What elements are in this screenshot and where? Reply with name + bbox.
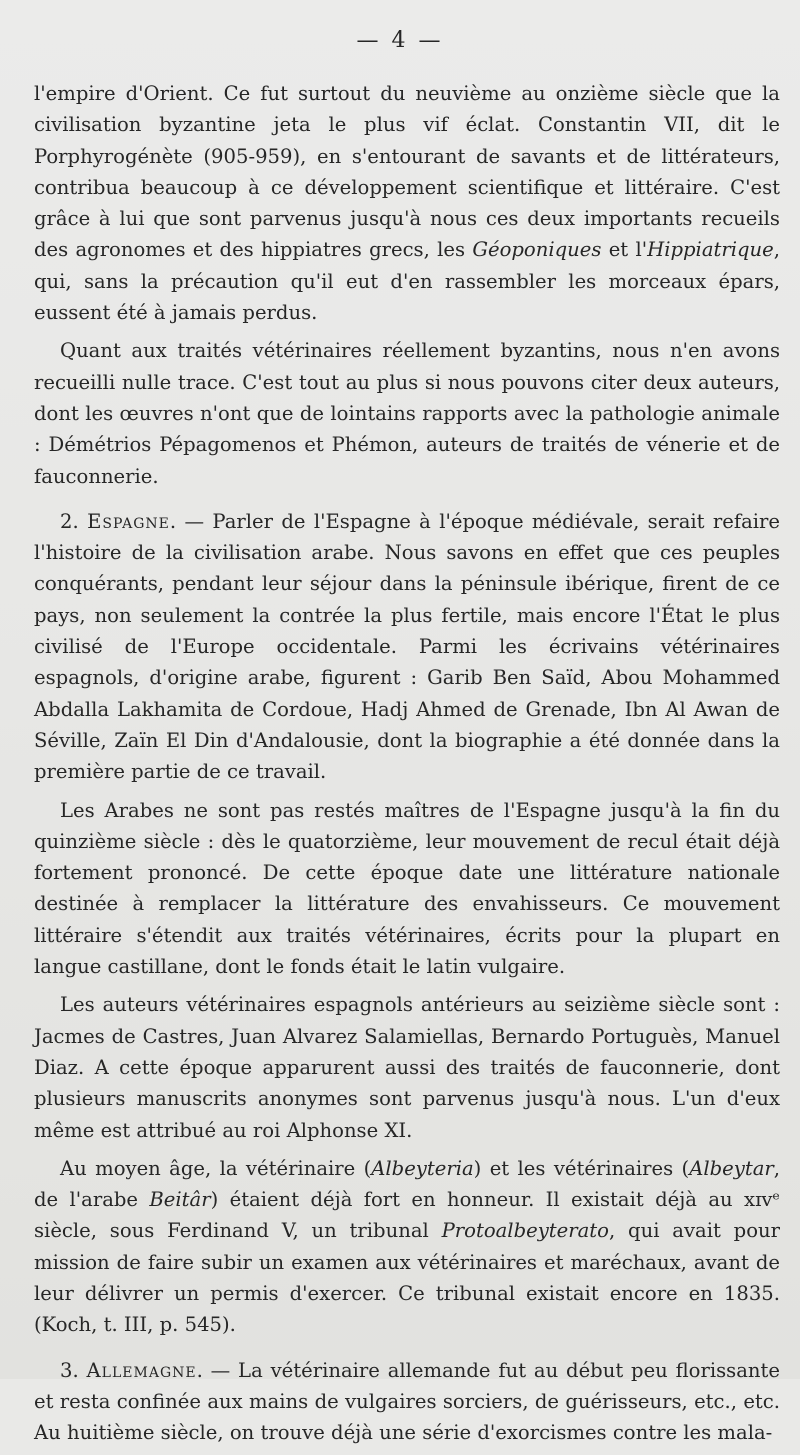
italic-term-protoalbeyterato: Protoalbeyterato [441,1219,609,1243]
section-heading-allemagne: Allemagne [86,1358,197,1382]
italic-term-hippiatrique: Hippiatrique [647,238,774,262]
italic-term-albeyteria: Albeyteria [371,1156,474,1180]
section-number: 2. [60,509,88,533]
text-span: Les Arabes ne sont pas restés maîtres de l'Espagne jusqu'à la fin du quinzième siècle : dès le quatorzième, leur mouvement de recul était déjà fortement prononcé. De cette époque date une littérature nationale destinée à remplacer la littérature des envahisseurs. Ce mouvement littéraire s'étendit aux traités vétérinaires, écrits pour la plupart en langue castillane, dont le fonds était le latin vulgaire. [34,798,780,979]
paragraph-albeyteria [34,1153,780,1341]
text-span: Au moyen âge, la vétérinaire ( [60,1156,372,1180]
text-span: l'empire d'Orient. Ce fut surtout du neuvième au onzième siècle que la civilisation byzantine jeta le plus vif éclat. Constantin VII, dit le Porphyrogénète (905-959), en s'entourant de savants et de littérateurs, contribua beaucoup à ce développement scientifique et littéraire. C'est grâce à lui que sont parvenus jusqu'à nous ces deux importants recueils des agronomes et des hippiatres grecs, les [34,82,780,262]
italic-term-albeytar: Albeytar [689,1156,774,1180]
paragraph-arab-retreat [34,795,780,983]
text-span: . — Parler de l'Espagne à l'époque médiévale, serait refaire l'histoire de la civilisation arabe. Nous savons en effet que ces peuples conquérants, pendant leur séjour dans la péninsule ibérique, firent de ce pays, non seulement la contrée la plus fertile, mais encore l'État le plus civilisé de l'Europe occidentale. Parmi les écrivains vétérinaires espagnols, d'origine arabe, figurent : Garib Ben Saïd, Abou Mohammed Abdalla Lakhamita de Cordoue, Hadj Ahmed de Grenade, Ibn Al Awan de Séville, Zaïn El Din d'Andalousie, dont la biographie a été donnée dans la première partie de ce travail. [34,509,780,784]
section-heading-espagne: Espagne [87,509,170,533]
text-span: ) étaient déjà fort en honneur. Il existait déjà au xɪᴠᵉ siècle, sous Ferdinand V, un tribunal [34,1188,780,1243]
paragraph-spanish-authors [34,989,780,1145]
text-span: Les auteurs vétérinaires espagnols antérieurs au seizième siècle sont : Jacmes de Castres, Juan Alvarez Salamiellas, Bernardo Portuguès, Manuel Diaz. A cette époque apparurent aussi des traités de fauconnerie, dont plusieurs manuscrits anonymes sont parvenus jusqu'à nous. L'un d'eux même est attribué au roi Alphonse XI. [34,993,780,1142]
italic-term-geoponiques: Géoponiques [472,238,602,262]
text-span: ) et les vétérinaires ( [473,1156,690,1180]
text-span: . — La vétérinaire allemande fut au début peu florissante et resta confinée aux mains de vulgaires sorciers, de guérisseurs, etc., etc. Au huitième siècle, on trouve déjà une série d'exorcismes contre les mala- [34,1358,780,1445]
text-span: , qui avait pour mission de faire subir un examen aux vétérinaires et maréchaux, avant de leur délivrer un permis d'exercer. Ce tribunal existait encore en 1835. (Koch, t. III, p. 545). [34,1219,780,1337]
paragraph-byzantine-civilisation [34,78,780,328]
italic-term-beitar: Beitâr [149,1188,211,1212]
paragraph-section-espagne [34,506,780,788]
text-span: , de l'arabe [34,1156,780,1212]
text-span: Quant aux traités vétérinaires réellement byzantins, nous n'en avons recueilli nulle trace. C'est tout au plus si nous pouvons citer deux auteurs, dont les œuvres n'ont que de lointains rapports avec la pathologie animale : Démétrios Pépagomenos et Phémon, auteurs de traités de vénerie et de fauconnerie. [34,339,780,488]
page-number: — 4 — [356,28,444,53]
text-span: , qui, sans la précaution qu'il eut d'en rassembler les morceaux épars, eussent été à jamais perdus. [34,238,780,325]
paragraph-section-allemagne [34,1355,780,1449]
paragraph-byzantine-treatises [34,335,780,491]
section-number: 3. [60,1358,87,1382]
text-span: et l' [601,238,648,262]
body-text [34,78,780,1455]
